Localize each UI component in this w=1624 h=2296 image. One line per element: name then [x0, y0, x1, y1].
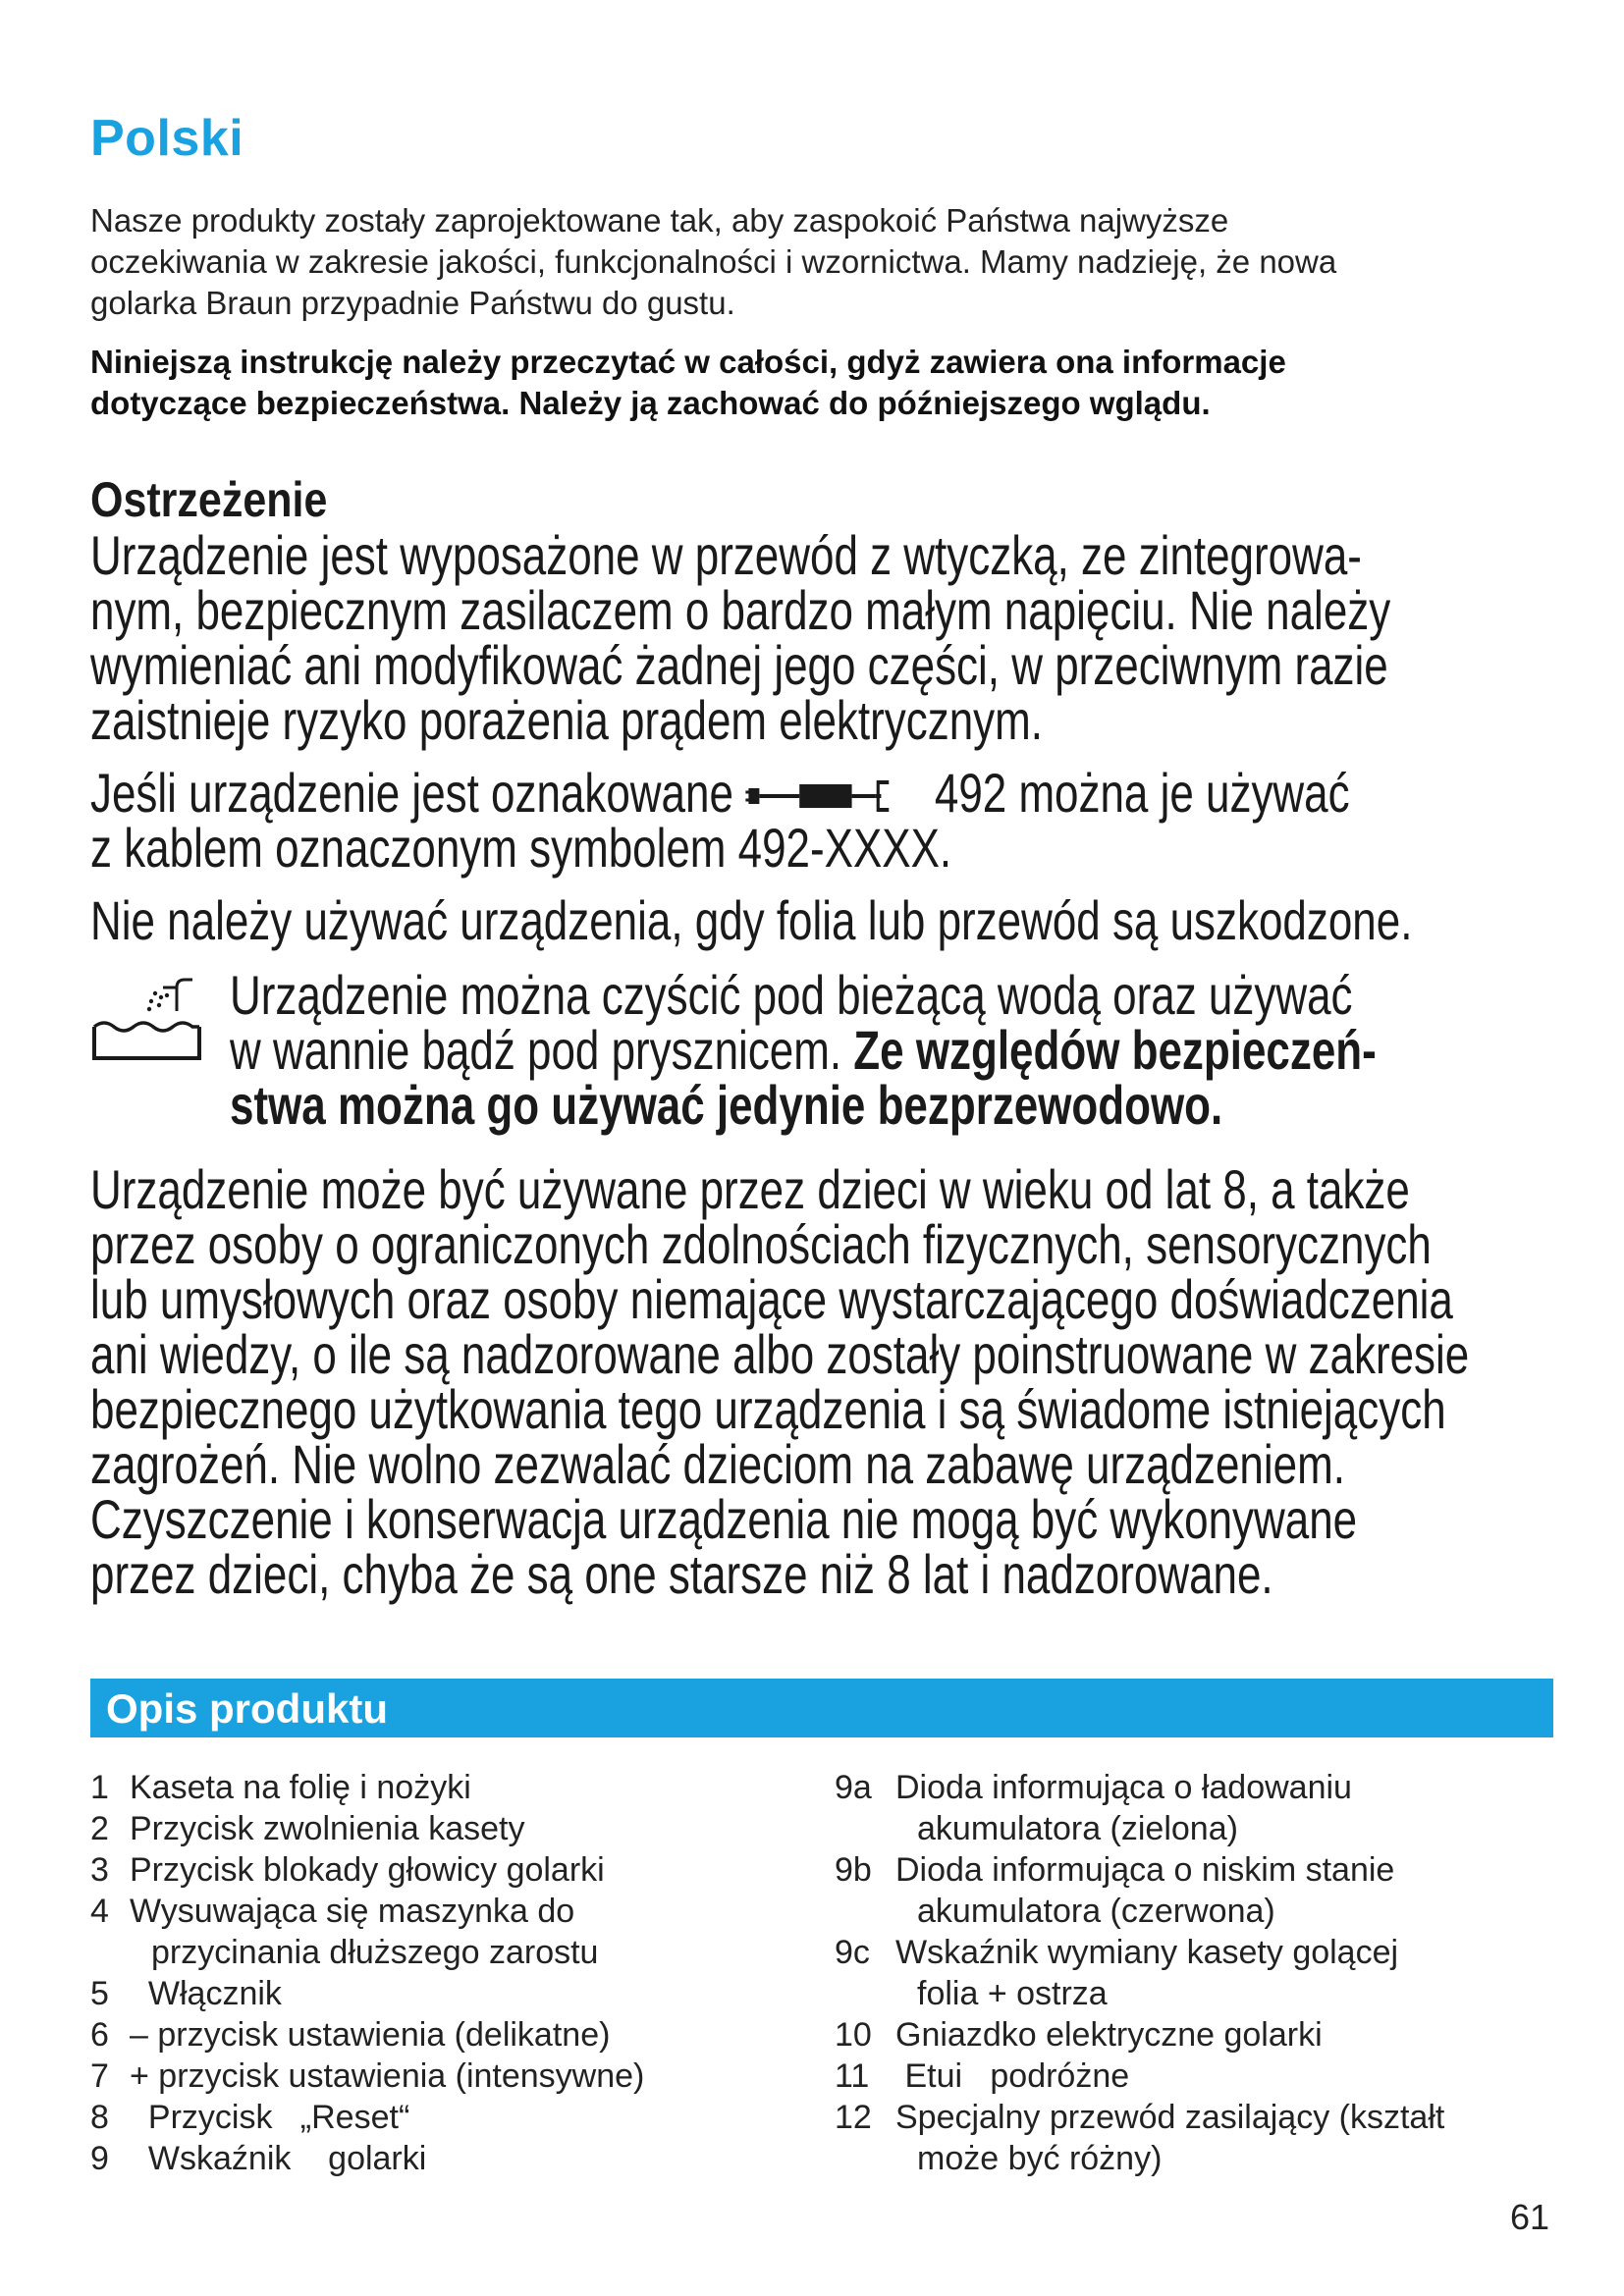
list-item — [90, 1808, 817, 1849]
warning-title: Ostrzeżenie — [90, 472, 328, 527]
item-number: 2 — [90, 1810, 109, 1847]
bath-shower-notice — [90, 964, 1553, 1141]
item-text: Gniazdko elektryczne golarki — [895, 2016, 1323, 2054]
list-item — [90, 1849, 817, 1891]
item-number: 10 — [835, 2016, 872, 2054]
item-number: 3 — [90, 1851, 109, 1889]
item-text: przycinania dłuższego zarostu — [151, 1934, 599, 1971]
intro-bold-line: Niniejszą instrukcję należy przeczytać w całości, gdyż zawiera ona informacje — [90, 344, 1286, 380]
item-number: 12 — [835, 2099, 872, 2136]
item-number: 6 — [90, 2016, 109, 2054]
item-text: + przycisk ustawienia (intensywne) — [130, 2057, 645, 2095]
item-text: może być różny) — [917, 2140, 1163, 2177]
list-item — [90, 2014, 817, 2056]
section-title: Opis produktu — [106, 1685, 388, 1732]
intro-bold-line: dotyczące bezpieczeństwa. Należy ją zachować do późniejszego wglądu. — [90, 385, 1211, 421]
item-text: Specjalny przewód zasilający (kształt — [895, 2099, 1445, 2136]
item-text: Etui podróżne — [895, 2057, 1130, 2095]
bathtub-shower-icon — [90, 976, 203, 1062]
children-line: Czyszczenie i konserwacja urządzenia nie mogą być wykonywane — [90, 1488, 1358, 1550]
intro-line: Nasze produkty zostały zaprojektowane tak, aby zaspokoić Państwa najwyższe — [90, 202, 1229, 239]
children-line: bezpiecznego użytkowania tego urządzenia i są świadome istniejących — [90, 1378, 1446, 1440]
item-number: 1 — [90, 1769, 109, 1806]
foil-line: Nie należy używać urządzenia, gdy folia lub przewód są uszkodzone. — [90, 889, 1413, 951]
list-item — [835, 1849, 1561, 1932]
item-number: 4 — [90, 1893, 109, 1930]
symbol-text-before: Jeśli urządzenie jest oznakowane — [90, 762, 733, 824]
warning-line: nym, bezpiecznym zasilaczem o bardzo małym napięciu. Nie należy — [90, 579, 1391, 641]
bath-line-normal: w wannie bądź pod prysznicem. — [230, 1019, 842, 1081]
list-item — [90, 1767, 817, 1808]
bath-text — [230, 964, 1624, 1136]
section-header-product-description — [90, 1679, 1553, 1737]
children-line: przez osoby o ograniczonych zdolnościach fizycznych, sensorycznych — [90, 1213, 1432, 1275]
bath-line-bold: Ze względów bezpieczeń- — [853, 1019, 1377, 1081]
bath-line — [230, 1019, 1624, 1081]
symbol-line-2: z kablem oznaczonym symbolem 492-XXXX. — [90, 817, 952, 879]
item-text: Przycisk blokady głowicy golarki — [130, 1851, 605, 1889]
page-content — [90, 106, 1553, 1605]
item-text: akumulatora (czerwona) — [917, 1893, 1275, 1930]
symbol-text-after: 492 można je używać — [934, 762, 1350, 824]
children-line: ani wiedzy, o ile są nadzorowane albo zostały poinstruowane w zakresie — [90, 1323, 1470, 1385]
list-item — [835, 1932, 1561, 2014]
bath-line-bold: stwa można go używać jedynie bezprzewodowo. — [230, 1074, 1223, 1136]
item-text: Wysuwająca się maszynka do — [130, 1893, 575, 1930]
product-parts-list-right — [835, 1767, 1561, 2179]
item-text: Kaseta na folię i nożyki — [130, 1769, 471, 1806]
symbol-paragraph — [90, 762, 1555, 879]
warning-line: wymieniać ani modyfikować żadnej jego części, w przeciwnym razie — [90, 634, 1388, 696]
item-number: 9 — [90, 2140, 109, 2177]
item-text: akumulatora (zielona) — [917, 1810, 1238, 1847]
item-number: 9c — [835, 1934, 870, 1971]
list-item — [835, 1767, 1561, 1849]
item-number: 5 — [90, 1975, 109, 2012]
list-item — [835, 2014, 1561, 2056]
item-number: 8 — [90, 2099, 109, 2136]
children-line: lub umysłowych oraz osoby niemające wystarczającego doświadczenia — [90, 1268, 1453, 1330]
warning-line: zaistnieje ryzyko porażenia prądem elektrycznym. — [90, 689, 1043, 751]
bath-line — [230, 1074, 1624, 1136]
item-number: 9b — [835, 1851, 872, 1889]
page-number: 61 — [1509, 2197, 1549, 2237]
item-text: Dioda informująca o ładowaniu — [895, 1769, 1352, 1806]
symbol-line-1 — [90, 762, 1555, 824]
list-item — [90, 2138, 817, 2179]
item-text: Przycisk „Reset“ — [130, 2099, 410, 2136]
item-text: – przycisk ustawienia (delikatne) — [130, 2016, 611, 2054]
intro-line: golarka Braun przypadnie Państwu do gustu. — [90, 285, 735, 321]
warning-line: Urządzenie jest wyposażone w przewód z wtyczką, ze zintegrowa- — [90, 524, 1362, 586]
warning-body — [90, 524, 1555, 751]
children-line: zagrożeń. Nie wolno zezwalać dzieciom na zabawę urządzeniem. — [90, 1433, 1345, 1495]
list-item — [90, 2056, 817, 2097]
list-item — [90, 1973, 817, 2014]
foil-warning — [90, 889, 1555, 951]
intro-line: oczekiwania w zakresie jakości, funkcjonalności i wzornictwa. Mamy nadzieję, że nowa — [90, 243, 1337, 280]
list-item — [90, 2097, 817, 2138]
item-text: Przycisk zwolnienia kasety — [130, 1810, 525, 1847]
product-parts-list-left — [90, 1767, 817, 2179]
item-number: 7 — [90, 2057, 109, 2095]
item-number: 11 — [835, 2057, 870, 2095]
language-title: Polski — [90, 110, 244, 167]
item-text: Włącznik — [130, 1975, 282, 2012]
intro-bold-paragraph — [90, 342, 1553, 424]
power-cord-symbol-icon — [745, 774, 923, 818]
intro-paragraph — [90, 200, 1553, 324]
children-paragraph — [90, 1158, 1555, 1605]
children-line: Urządzenie może być używane przez dzieci w wieku od lat 8, a także — [90, 1158, 1410, 1220]
list-item — [90, 1891, 817, 1973]
item-text: Wskaźnik wymiany kasety golącej — [895, 1934, 1399, 1971]
children-line: przez dzieci, chyba że są one starsze niż 8 lat i nadzorowane. — [90, 1543, 1273, 1605]
bath-line: Urządzenie można czyścić pod bieżącą wodą oraz używać — [230, 964, 1353, 1026]
item-text: Dioda informująca o niskim stanie — [895, 1851, 1395, 1889]
item-text: Wskaźnik golarki — [130, 2140, 427, 2177]
item-number: 9a — [835, 1769, 872, 1806]
item-text: folia + ostrza — [917, 1975, 1108, 2012]
list-item — [835, 2056, 1561, 2097]
list-item — [835, 2097, 1561, 2179]
